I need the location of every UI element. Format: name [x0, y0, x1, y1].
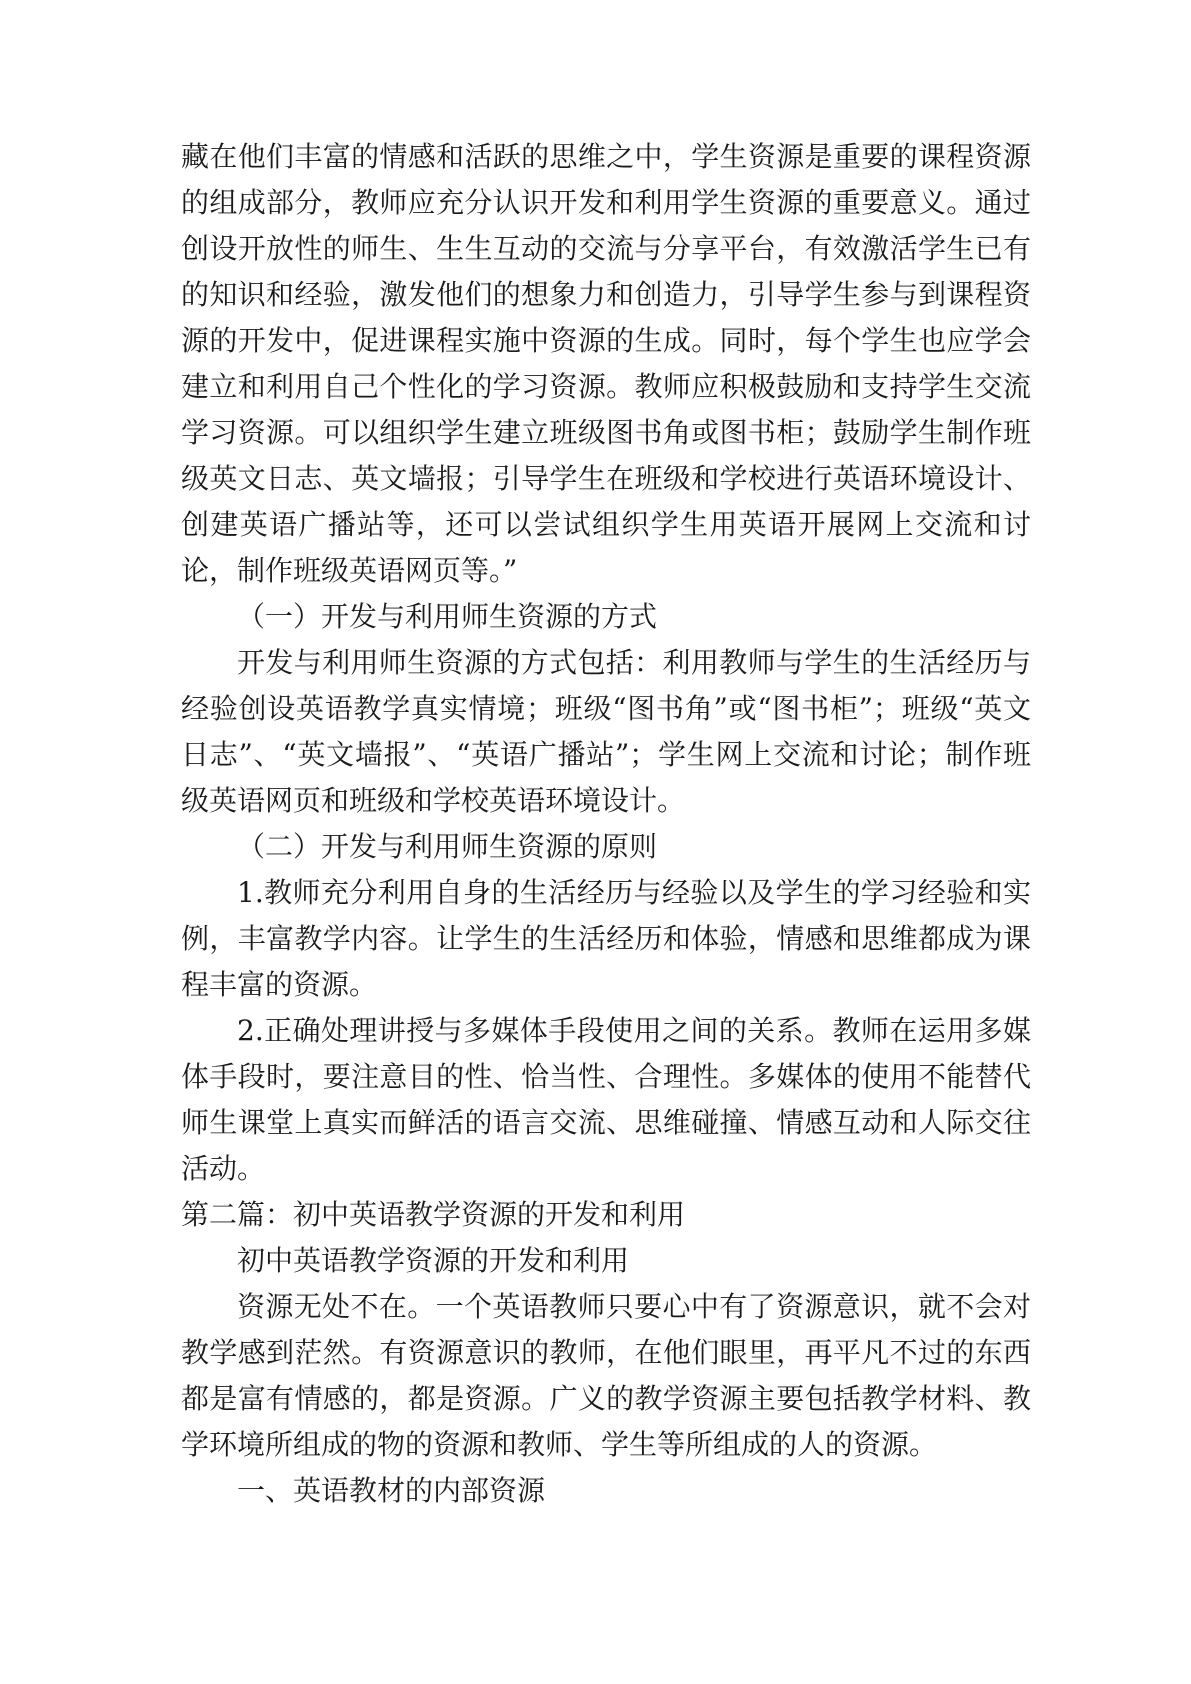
- paragraph-principle-2: 2.正确处理讲授与多媒体手段使用之间的关系。教师在运用多媒体手段时，要注意目的性、恰当性、合理性。多媒体的使用不能替代师生课堂上真实而鲜活的语言交流、思维碰撞、情感互动和人际交往活动。: [181, 1014, 1031, 1185]
- part-two-title: 第二篇：初中英语教学资源的开发和利用: [181, 1198, 686, 1231]
- document-body: [181, 134, 1031, 1514]
- heading-principles: （二）开发与利用师生资源的原则: [237, 830, 658, 863]
- heading-methods: （一）开发与利用师生资源的方式: [237, 600, 658, 633]
- paragraph-continued-quote: 藏在他们丰富的情感和活跃的思维之中，学生资源是重要的课程资源的组成部分，教师应充分认识开发和利用学生资源的重要意义。通过创设开放性的师生、生生互动的交流与分享平台，有效激活学生已有的知识和经验，激发他们的想象力和创造力，引导学生参与到课程资源的开发中，促进课程实施中资源的生成。同时，每个学生也应学会建立和利用自己个性化的学习资源。教师应积极鼓励和支持学生交流学习资源。可以组织学生建立班级图书角或图书柜；鼓励学生制作班级英文日志、英文墙报；引导学生在班级和学校进行英语环境设计、创建英语广播站等，还可以尝试组织学生用英语开展网上交流和讨论，制作班级英语网页等。”: [181, 140, 1031, 587]
- article-title: 初中英语教学资源的开发和利用: [237, 1244, 630, 1277]
- paragraph-principle-1: 1.教师充分利用自身的生活经历与经验以及学生的学习经验和实例，丰富教学内容。让学生的生活经历和体验，情感和思维都成为课程丰富的资源。: [181, 876, 1031, 1001]
- paragraph-intro: 资源无处不在。一个英语教师只要心中有了资源意识，就不会对教学感到茫然。有资源意识的教师，在他们眼里，再平凡不过的东西都是富有情感的，都是资源。广义的教学资源主要包括教学材料、教学环境所组成的物的资源和教师、学生等所组成的人的资源。: [181, 1290, 1031, 1461]
- paragraph-methods: 开发与利用师生资源的方式包括：利用教师与学生的生活经历与经验创设英语教学真实情境；班级“图书角”或“图书柜”；班级“英文日志”、“英文墙报”、“英语广播站”；学生网上交流和讨论；制作班级英语网页和班级和学校英语环境设计。: [181, 646, 1031, 817]
- section-one-heading: 一、英语教材的内部资源: [237, 1474, 546, 1507]
